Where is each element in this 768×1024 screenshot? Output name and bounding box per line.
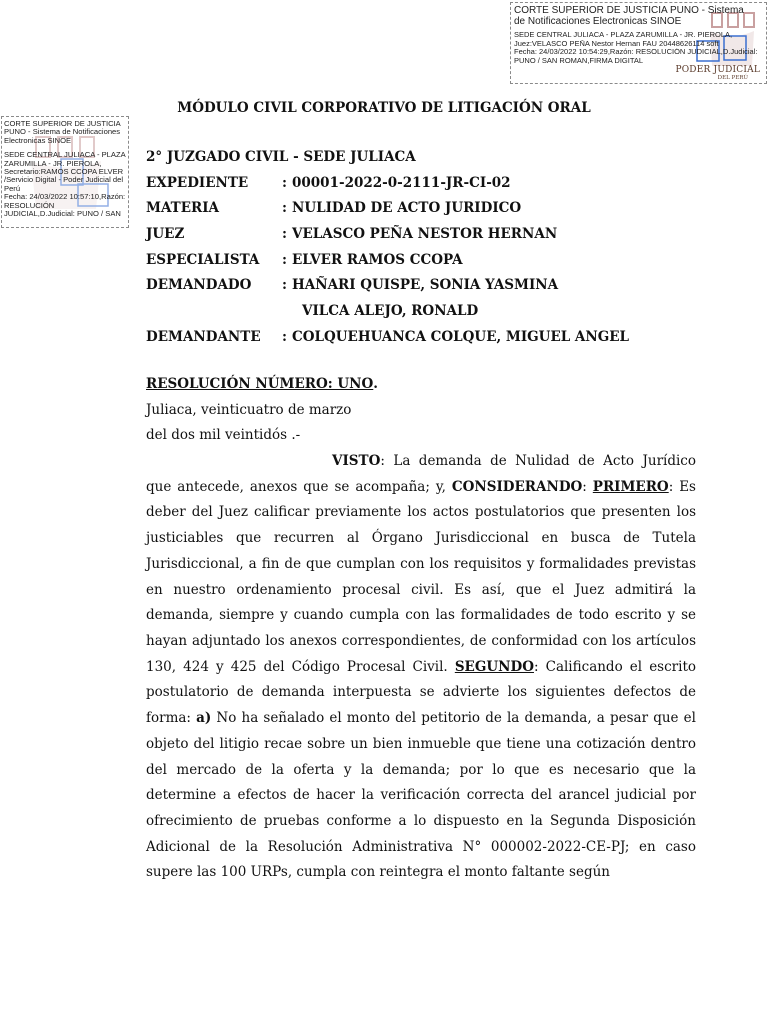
field-separator: :: [282, 225, 287, 242]
field-separator: :: [282, 200, 287, 217]
resolution-title-text: RESOLUCIÓN NÚMERO: UNO: [146, 376, 374, 392]
stamp-line: Fecha: 24/03/2022 10:54:29,Razón: RESOLUCIÓN JUDICIAL,D.Judicial:: [514, 48, 758, 57]
field-row: [146, 324, 746, 350]
segundo-text: : Calificando el escrito postulatorio de demanda interpuesta se advierte los siguientes defectos de forma:: [146, 658, 696, 727]
colon-text: :: [582, 478, 593, 495]
field-separator: :: [282, 251, 287, 268]
signature-stamp-judge: [510, 2, 767, 84]
stamp-line: CORTE SUPERIOR DE JUSTICIA PUNO - Sistema: [514, 5, 744, 16]
resolution-title-dot: .: [373, 376, 378, 392]
field-separator: :: [282, 328, 287, 345]
resolution-body: [146, 372, 696, 886]
field-row: [146, 221, 746, 247]
case-header: [146, 144, 746, 350]
field-value: ELVER RAMOS CCOPA: [292, 251, 463, 268]
field-row: [146, 195, 746, 221]
field-value: COLQUEHUANCA COLQUE, MIGUEL ANGEL: [292, 328, 630, 345]
primero-text: : Es deber del Juez calificar previamente los actos postulatorios que presenten los justiciables que recurren al Órgano Jurisdiccional en busca de Tutela Jurisdiccional, a fin de que cumplan con los requisitos y formalidades previstas en nuestro ordenamiento procesal civil. Es así, que el Juez admitirá la demanda, siempre y cuando cumpla con las formalidades de todo escrito y se hayan adjuntado los anexos correspondientes, de conformidad con los artículos 130, 424 y 425 del Código Procesal Civil.: [146, 478, 696, 675]
field-separator: :: [282, 277, 287, 294]
field-label: EXPEDIENTE: [146, 174, 249, 191]
field-label: DEMANDANTE: [146, 328, 261, 345]
visto-text: : La demanda de Nulidad de Acto Jurídico que antecede, anexos que se acompaña; y,: [146, 453, 696, 495]
stamp-line: Fecha: 24/03/2022 10:57:10,Razón: RESOLUCIÓN JUDICIAL,D.Judicial: PUNO / SAN: [4, 193, 126, 219]
stamp-line: SEDE CENTRAL JULIACA - PLAZA ZARUMILLA - JR. PIEROLA,: [4, 151, 126, 168]
visto-keyword: VISTO: [332, 453, 381, 470]
field-value: VELASCO PEÑA NESTOR HERNAN: [292, 225, 558, 242]
resolution-title: [146, 372, 696, 398]
stamp-line: SEDE CENTRAL JULIACA - PLAZA ZARUMILLA - JR. PIEROLA,: [514, 31, 733, 39]
field-label: MATERIA: [146, 200, 220, 217]
field-value: 00001-2022-0-2111-JR-CI-02: [292, 174, 511, 191]
signature-stamp-secretary: [1, 116, 129, 228]
resolution-paragraph: [146, 449, 696, 886]
stamp-line: de Notificaciones Electronicas SINOE: [514, 16, 682, 27]
stamp-line: Juez:VELASCO PEÑA Nestor Hernan FAU 20448626114 soft: [514, 39, 719, 48]
field-row: [146, 272, 746, 298]
field-label: DEMANDADO: [146, 277, 252, 294]
poder-judicial-logo-text: PODER JUDICIAL: [675, 65, 760, 75]
document-title: MÓDULO CIVIL CORPORATIVO DE LITIGACIÓN ORAL: [177, 100, 591, 116]
stamp-line: PUNO / SAN ROMAN,FIRMA DIGITAL: [514, 56, 644, 65]
segundo-keyword: SEGUNDO: [454, 658, 534, 675]
considerando-keyword: CONSIDERANDO: [451, 478, 583, 495]
court-name-row: [146, 144, 746, 170]
item-a-text: No ha señalado el monto del petitorio de la demanda, a pesar que el objeto del litigio recae sobre un bien inmueble que tiene una cotización dentro del mercado de la oferta y la demanda; por lo que es necesario que la determine a efectos de hacer la verificación correcta del arancel judicial por ofrecimiento de pruebas conforme a lo dispuesto en la Segunda Disposición Adicional de la Resolución Administrativa N° 000002-2022-CE-PJ; en caso supere las 100 URPs, cumpla con reintegra el monto faltante según: [146, 710, 696, 881]
date-line: del dos mil veintidós .-: [146, 427, 301, 444]
field-row: [146, 247, 746, 273]
stamp-line: Secretario:RAMOS CCOPA ELVER /Servicio Digital - Poder Judicial del Perú: [4, 168, 124, 193]
field-value: NULIDAD DE ACTO JURIDICO: [292, 200, 522, 217]
field-separator: :: [282, 174, 287, 191]
poder-judicial-logo-subtext: DEL PERÚ: [717, 75, 748, 81]
field-label: ESPECIALISTA: [146, 251, 260, 268]
field-row: [146, 170, 746, 196]
stamp-line: CORTE SUPERIOR DE JUSTICIA PUNO - Sistema de Notificaciones Electronicas SINOE: [4, 120, 121, 145]
primero-keyword: PRIMERO: [592, 478, 669, 495]
item-a-marker: a): [196, 710, 212, 727]
court-name: 2° JUZGADO CIVIL - SEDE JULIACA: [146, 148, 416, 165]
field-value: HAÑARI QUISPE, SONIA YASMINA: [292, 277, 559, 294]
date-line: Juliaca, veinticuatro de marzo: [146, 401, 352, 418]
field-value: VILCA ALEJO, RONALD: [302, 302, 479, 319]
field-row-continuation: [146, 298, 746, 324]
field-label: JUEZ: [146, 225, 185, 242]
